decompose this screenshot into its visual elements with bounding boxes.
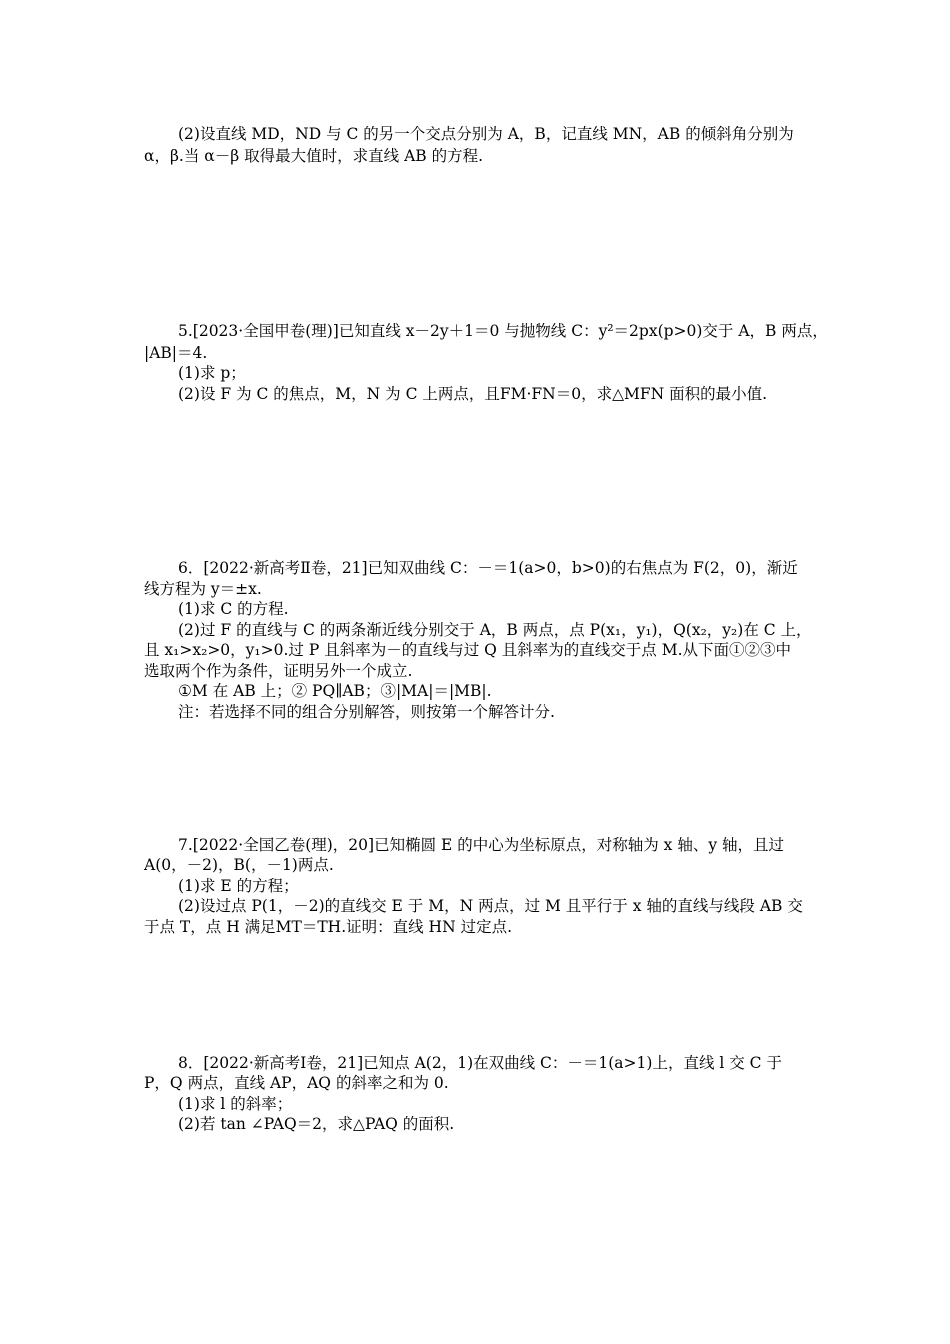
problem-6-line-2: 线方程为 y＝±x. [144,580,262,598]
problem-8-line-3: (1)求 l 的斜率； [178,1095,293,1113]
problem-6-line-5: 且 x₁>x₂>0，y₁>0.过 P 且斜率为－的直线与过 Q 且斜率为的直线交于点 M.从下面①②③中 [144,641,791,659]
problem-6-line-1: 6．[2022·新高考Ⅱ卷，21]已知双曲线 C：－＝1(a>0，b>0)的右焦点为 F(2，0)，渐近 [178,559,798,577]
problem-6-line-3: (1)求 C 的方程. [178,600,289,618]
problem-8-line-2: P，Q 两点，直线 AP，AQ 的斜率之和为 0. [144,1074,449,1092]
problem-6-line-6: 选取两个作为条件，证明另外一个成立. [144,662,413,680]
problem-5-line-4: (2)设 F 为 C 的焦点，M，N 为 C 上两点，且FM·FN＝0，求△MFN 面积的最小值. [178,385,768,403]
problem-5-line-1: 5.[2023·全国甲卷(理)]已知直线 x－2y＋1＝0 与抛物线 C：y²＝2px(p>0)交于 A，B 两点， [178,322,828,340]
problem-8-line-4: (2)若 tan ∠PAQ＝2，求△PAQ 的面积. [178,1115,455,1133]
problem-7-line-5: 于点 T，点 H 满足MT＝TH.证明：直线 HN 过定点. [144,918,512,936]
problem-8-line-1: 8．[2022·新高考Ⅰ卷，21]已知点 A(2，1)在双曲线 C：－＝1(a>1)上，直线 l 交 C 于 [178,1054,782,1072]
problem-6-line-7: ①M 在 AB 上；② PQ∥AB；③|MA|＝|MB|. [178,682,492,700]
problem-5-line-3: (1)求 p； [178,364,246,382]
problem-6-line-8: 注：若选择不同的组合分别解答，则按第一个解答计分. [178,703,555,721]
problem-4-line-1: (2)设直线 MD，ND 与 C 的另一个交点分别为 A，B，记直线 MN，AB 的倾斜角分别为 [178,125,794,143]
problem-7-line-3: (1)求 E 的方程； [178,877,299,895]
problem-4-line-2: α，β.当 α－β 取得最大值时，求直线 AB 的方程. [144,147,484,165]
problem-6-line-4: (2)过 F 的直线与 C 的两条渐近线分别交于 A，B 两点，点 P(x₁，y₁)，Q(x₂，y₂)在 C 上， [178,621,812,639]
problem-7-line-2: A(0，－2)，B(，－1)两点. [144,856,334,874]
problem-7-line-4: (2)设过点 P(1，－2)的直线交 E 于 M，N 两点，过 M 且平行于 x 轴的直线与线段 AB 交 [178,897,803,915]
problem-7-line-1: 7.[2022·全国乙卷(理)，20]已知椭圆 E 的中心为坐标原点，对称轴为 x 轴、y 轴，且过 [178,836,785,854]
problem-5-line-2: |AB|＝4. [144,344,208,362]
